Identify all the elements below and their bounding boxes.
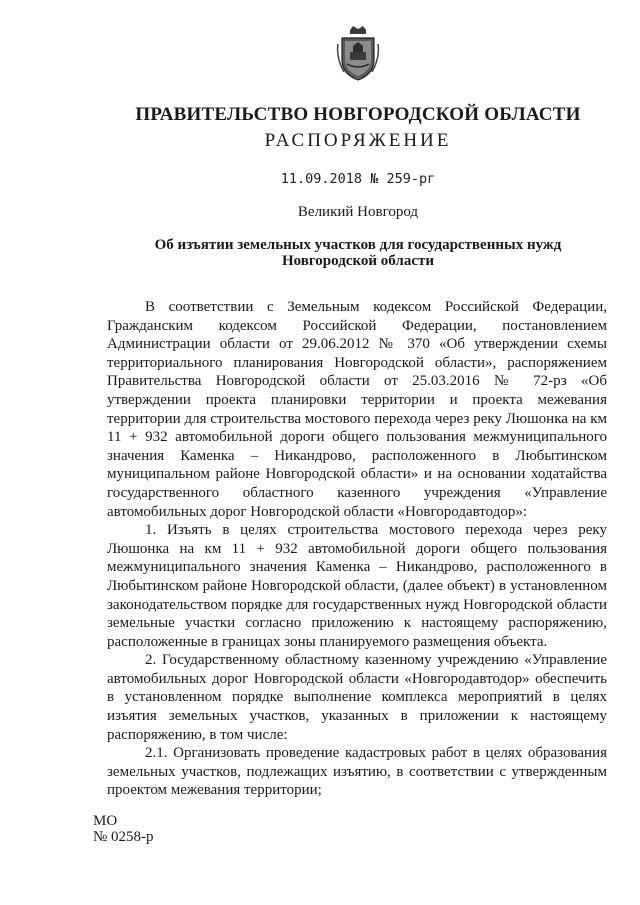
document-type: РАСПОРЯЖЕНИЕ bbox=[264, 130, 452, 151]
subject-line: Об изъятии земельных участков для государственных нужд bbox=[154, 237, 562, 253]
body-paragraph: 1. Изъять в целях строительства мостового перехода через реку Люшонка на км 11 + 932 автомобильной дороги общего пользования межмуниципального значения Каменка – Никандрово, расположенного в Любытинском районе Новгородской области, (далее объект) в установленном законодательством порядке для государственных нужд Новгородской области земельные участки согласно приложению к настоящему распоряжению, расположенные в границах зоны планируемого размещения объекта. bbox=[107, 522, 607, 650]
document-subject bbox=[0, 237, 640, 269]
date-and-number: 11.09.2018 № 259-рг bbox=[280, 171, 436, 187]
coat-of-arms-icon bbox=[336, 26, 380, 82]
document-body bbox=[107, 298, 607, 800]
body-paragraph: 2. Государственному областному казенному учреждению «Управление автомобильных дорог Новгородской области «Новгородавтодор» обеспечить в установленном порядке выполнение комплекса мероприятий в целях изъятия земельных участков, указанных в приложении к настоящему распоряжению, в том числе: bbox=[107, 652, 607, 743]
footer-number: № 0258-р bbox=[93, 829, 154, 845]
city: Великий Новгород bbox=[297, 204, 419, 220]
body-paragraph: В соответствии с Земельным кодексом Российской Федерации, Гражданским кодексом Российской Федерации, постановлением Администрации области от 29.06.2012 № 370 «Об утверждении схемы территориального планирования Новгородской области», распоряжением Правительства Новгородской области от 25.03.2016 № 72-рз «Об утверждении проекта планировки территории и проекта межевания территории для строительства мостового перехода через реку Люшонка на км 11 + 932 автомобильной дороги общего пользования межмуниципального значения Каменка – Никандрово, расположенного в Любытинском муниципальном районе Новгородской области» и на основании ходатайства государственного областного казенного учреждения «Управление автомобильных дорог Новгородской области «Новгородавтодор»: bbox=[107, 299, 607, 520]
body-paragraph: 2.1. Организовать проведение кадастровых работ в целях образования земельных участков, подлежащих изъятию, в соответствии с утвержденным проектом межевания территории; bbox=[107, 745, 607, 799]
document-footer bbox=[93, 813, 154, 845]
footer-code: МО bbox=[93, 813, 118, 829]
government-title: ПРАВИТЕЛЬСТВО НОВГОРОДСКОЙ ОБЛАСТИ bbox=[135, 104, 581, 125]
subject-line: Новгородской области bbox=[281, 253, 435, 269]
